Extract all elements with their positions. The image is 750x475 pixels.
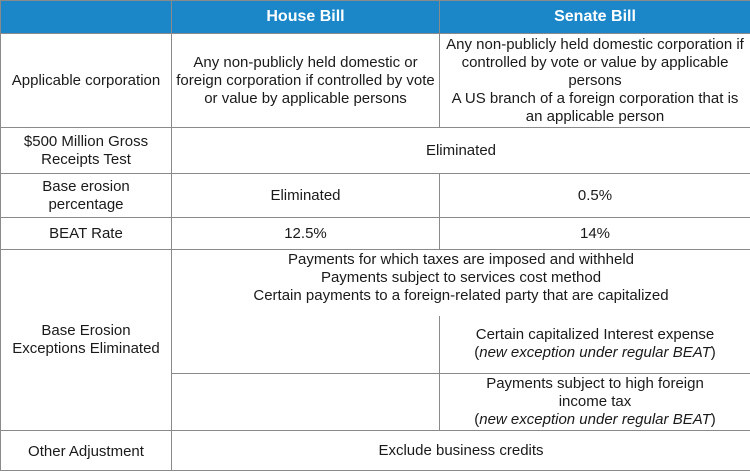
exception-text-1: Payments for which taxes are imposed and withheld (287, 251, 634, 268)
row-label: BEAT Rate (1, 218, 172, 250)
senate-bill-header: Senate Bill (440, 1, 750, 34)
house-cell: Any non-publicly held domestic or foreign corporation if controlled by vote or value by applicable persons (172, 34, 440, 128)
interest-text: Certain capitalized Interest expense (475, 326, 715, 344)
interest-note-text: new exception under regular BEAT (479, 344, 711, 362)
applicable-corporation-row (1, 34, 750, 128)
row-label: Base Erosion Exceptions Eliminated (1, 250, 172, 431)
senate-text-2: A US branch of a foreign corporation that is an applicable person (451, 89, 739, 125)
header-row (1, 1, 750, 34)
senate-cell (440, 374, 750, 431)
house-bill-header: House Bill (172, 1, 440, 34)
senate-cell (440, 316, 750, 374)
exception-text-2: Payments subject to services cost method (320, 269, 602, 286)
row-label: Other Adjustment (1, 431, 172, 471)
house-cell (172, 374, 440, 431)
house-cell: Eliminated (172, 174, 440, 218)
foreign-text-1: Payments subject to high foreign (486, 375, 704, 392)
gross-receipts-row (1, 128, 750, 174)
row-label: $500 Million Gross Receipts Test (1, 128, 172, 174)
exceptions-row-shared (1, 250, 750, 316)
foreign-note-text: new exception under regular BEAT (479, 411, 711, 428)
senate-cell: 0.5% (440, 174, 750, 218)
merged-cell: Eliminated (172, 128, 750, 174)
foreign-text-2: income tax (558, 393, 632, 410)
interest-note: (new exception under regular BEAT) (474, 344, 716, 362)
senate-cell (440, 34, 750, 128)
corner-cell (1, 1, 172, 34)
base-erosion-percentage-row (1, 174, 750, 218)
exception-text-3: Certain payments to a foreign-related party that are capitalized (253, 287, 669, 304)
house-cell (172, 316, 440, 374)
other-adjustment-row (1, 431, 750, 471)
beat-rate-row (1, 218, 750, 250)
merged-cell (172, 250, 750, 316)
merged-cell: Exclude business credits (172, 431, 750, 471)
senate-cell: 14% (440, 218, 750, 250)
house-cell: 12.5% (172, 218, 440, 250)
senate-text-1: Any non-publicly held domestic corporation if controlled by vote or value by applicable persons (446, 35, 744, 89)
row-label: Applicable corporation (1, 34, 172, 128)
foreign-note: (new exception under regular BEAT) (474, 411, 716, 428)
row-label: Base erosion percentage (1, 174, 172, 218)
